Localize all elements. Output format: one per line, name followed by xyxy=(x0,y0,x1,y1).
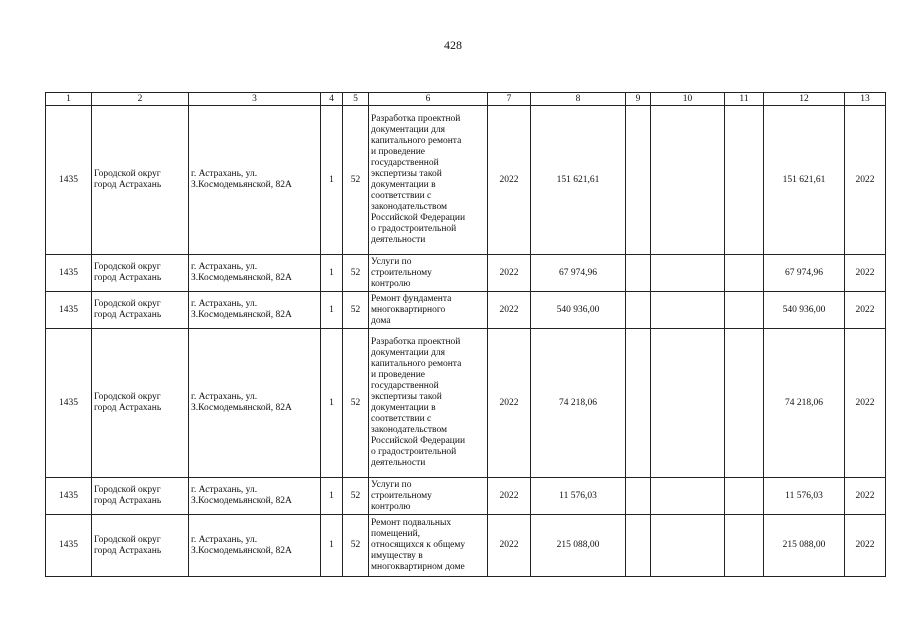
cell-work-type-line: законодательством xyxy=(371,425,448,435)
cell-work-type-line: и проведение xyxy=(371,370,425,380)
cell-col10 xyxy=(651,515,725,577)
cell-col13: 2022 xyxy=(845,106,886,255)
cell-address-line: г. Астрахань, ул. xyxy=(191,169,258,179)
cell-work-type-line: документации в xyxy=(371,180,436,190)
cell-col5: 52 xyxy=(343,292,369,329)
cell-cost: 74 218,06 xyxy=(531,329,626,478)
cell-col12: 215 088,00 xyxy=(764,515,845,577)
cell-col13: 2022 xyxy=(845,255,886,292)
cell-col9 xyxy=(626,515,651,577)
cell-work-type-line: капитального ремонта xyxy=(371,359,462,369)
cell-municipality xyxy=(92,478,189,515)
cell-cost: 11 576,03 xyxy=(531,478,626,515)
cell-cost: 67 974,96 xyxy=(531,255,626,292)
cell-work-type-line: строительному xyxy=(371,267,432,278)
cell-work-type xyxy=(369,515,488,577)
cell-work-type xyxy=(369,292,488,329)
cell-year: 2022 xyxy=(488,106,531,255)
cell-municipality-line: Городской округ xyxy=(94,485,161,495)
cell-work-type-line: экспертизы такой xyxy=(371,169,442,179)
cell-address xyxy=(189,515,321,577)
cell-work-type-line: государственной xyxy=(371,381,439,391)
cell-work-type-line: относящихся к общему xyxy=(371,540,466,550)
cell-municipality-line: город Астрахань xyxy=(94,496,162,506)
column-number-row xyxy=(46,93,886,106)
cell-work-type-line: Услуги по xyxy=(371,479,412,490)
cell-year: 2022 xyxy=(488,478,531,515)
cell-municipality-line: Городской округ xyxy=(94,262,161,272)
cell-col9 xyxy=(626,292,651,329)
table-row xyxy=(46,292,886,329)
cell-work-type-line: и проведение xyxy=(371,147,425,157)
cell-work-type-line: о градостроительной xyxy=(371,447,457,457)
cell-address-line: г. Астрахань, ул. xyxy=(191,299,258,309)
cell-municipality-line: Городской округ xyxy=(94,392,161,402)
column-number-2: 2 xyxy=(92,93,189,106)
column-number-7: 7 xyxy=(488,93,531,106)
cell-col12: 540 936,00 xyxy=(764,292,845,329)
cell-col10 xyxy=(651,292,725,329)
cell-address-line: З.Космодемьянской, 82А xyxy=(191,403,292,413)
cell-col10 xyxy=(651,106,725,255)
cell-municipality xyxy=(92,515,189,577)
cell-work-type xyxy=(369,478,488,515)
cell-address xyxy=(189,478,321,515)
table-row xyxy=(46,329,886,478)
cell-col4: 1 xyxy=(321,106,343,255)
cell-work-type-line: Российской Федерации xyxy=(371,436,466,446)
cell-col13: 2022 xyxy=(845,515,886,577)
cell-municipality xyxy=(92,106,189,255)
cell-address-line: З.Космодемьянской, 82А xyxy=(191,310,292,320)
cell-col12: 67 974,96 xyxy=(764,255,845,292)
cell-id: 1435 xyxy=(46,478,92,515)
table-row xyxy=(46,255,886,292)
cell-col13: 2022 xyxy=(845,478,886,515)
cell-work-type-line: законодательством xyxy=(371,202,448,212)
page-number: 428 xyxy=(444,38,462,52)
cell-col5: 52 xyxy=(343,329,369,478)
cell-col13: 2022 xyxy=(845,292,886,329)
cell-address-line: З.Космодемьянской, 82А xyxy=(191,496,292,506)
cell-col4: 1 xyxy=(321,478,343,515)
cell-work-type-line: Разработка проектной xyxy=(371,114,461,124)
cell-col9 xyxy=(626,478,651,515)
cell-address-line: г. Астрахань, ул. xyxy=(191,262,258,272)
cell-work-type-line: Услуги по xyxy=(371,256,412,267)
cell-col10 xyxy=(651,478,725,515)
cell-col12: 11 576,03 xyxy=(764,478,845,515)
cell-work-type-line: Разработка проектной xyxy=(371,337,461,347)
cell-work-type-line: о градостроительной xyxy=(371,224,457,234)
cell-year: 2022 xyxy=(488,292,531,329)
cell-address-line: г. Астрахань, ул. xyxy=(191,392,258,402)
column-number-5: 5 xyxy=(343,93,369,106)
cell-work-type-line: деятельности xyxy=(371,458,426,468)
table-body xyxy=(46,93,886,577)
cell-work-type-line: многоквартирного xyxy=(371,304,446,315)
column-number-6: 6 xyxy=(369,93,488,106)
cell-address xyxy=(189,255,321,292)
cell-work-type xyxy=(369,255,488,292)
cell-work-type-line: дома xyxy=(371,315,391,326)
cell-col12: 151 621,61 xyxy=(764,106,845,255)
cell-col4: 1 xyxy=(321,329,343,478)
cell-municipality-line: Городской округ xyxy=(94,534,161,545)
cell-year: 2022 xyxy=(488,255,531,292)
cell-work-type-line: многоквартирном доме xyxy=(371,562,465,572)
cell-work-type-line: Ремонт фундамента xyxy=(371,293,452,304)
cell-work-type-line: имуществу в xyxy=(371,551,423,561)
column-number-13: 13 xyxy=(845,93,886,106)
cell-cost: 215 088,00 xyxy=(531,515,626,577)
cell-col11 xyxy=(725,515,764,577)
cell-id: 1435 xyxy=(46,515,92,577)
cell-address-line: г. Астрахань, ул. xyxy=(191,485,258,495)
cell-work-type-line: соответствии с xyxy=(371,191,432,201)
cell-address xyxy=(189,292,321,329)
cell-col11 xyxy=(725,255,764,292)
cell-col12: 74 218,06 xyxy=(764,329,845,478)
cell-id: 1435 xyxy=(46,255,92,292)
cell-col5: 52 xyxy=(343,515,369,577)
cell-address xyxy=(189,106,321,255)
cell-col10 xyxy=(651,329,725,478)
cell-col9 xyxy=(626,329,651,478)
cell-col11 xyxy=(725,292,764,329)
cell-work-type-line: документации для xyxy=(371,125,446,135)
cell-id: 1435 xyxy=(46,292,92,329)
cell-cost: 151 621,61 xyxy=(531,106,626,255)
cell-work-type-line: строительному xyxy=(371,490,432,501)
cell-col11 xyxy=(725,478,764,515)
cell-work-type-line: Ремонт подвальных xyxy=(371,518,452,528)
works-table xyxy=(45,92,886,577)
cell-work-type-line: Российской Федерации xyxy=(371,213,466,223)
cell-year: 2022 xyxy=(488,515,531,577)
cell-col5: 52 xyxy=(343,106,369,255)
column-number-9: 9 xyxy=(626,93,651,106)
cell-work-type xyxy=(369,106,488,255)
cell-work-type-line: капитального ремонта xyxy=(371,136,462,146)
cell-col11 xyxy=(725,106,764,255)
cell-address-line: З.Космодемьянской, 82А xyxy=(191,273,292,283)
cell-col9 xyxy=(626,106,651,255)
cell-year: 2022 xyxy=(488,329,531,478)
cell-address-line: З.Космодемьянской, 82А xyxy=(191,180,292,190)
cell-work-type-line: документации для xyxy=(371,348,446,358)
column-number-8: 8 xyxy=(531,93,626,106)
cell-municipality-line: город Астрахань xyxy=(94,180,162,190)
cell-municipality-line: город Астрахань xyxy=(94,310,162,320)
cell-work-type-line: контролю xyxy=(371,278,411,289)
column-number-4: 4 xyxy=(321,93,343,106)
cell-municipality xyxy=(92,329,189,478)
cell-work-type-line: соответствии с xyxy=(371,414,432,424)
column-number-10: 10 xyxy=(651,93,725,106)
cell-work-type xyxy=(369,329,488,478)
cell-id: 1435 xyxy=(46,329,92,478)
column-number-3: 3 xyxy=(189,93,321,106)
cell-col13: 2022 xyxy=(845,329,886,478)
cell-municipality-line: город Астрахань xyxy=(94,403,162,413)
cell-col10 xyxy=(651,255,725,292)
column-number-11: 11 xyxy=(725,93,764,106)
cell-municipality xyxy=(92,292,189,329)
cell-col4: 1 xyxy=(321,292,343,329)
column-number-12: 12 xyxy=(764,93,845,106)
cell-id: 1435 xyxy=(46,106,92,255)
cell-col9 xyxy=(626,255,651,292)
cell-municipality-line: Городской округ xyxy=(94,299,161,309)
column-number-1: 1 xyxy=(46,93,92,106)
cell-address xyxy=(189,329,321,478)
cell-cost: 540 936,00 xyxy=(531,292,626,329)
cell-address-line: г. Астрахань, ул. xyxy=(191,534,258,545)
cell-col5: 52 xyxy=(343,255,369,292)
table-row xyxy=(46,106,886,255)
cell-work-type-line: документации в xyxy=(371,403,436,413)
table-row xyxy=(46,515,886,577)
cell-col4: 1 xyxy=(321,515,343,577)
cell-municipality-line: город Астрахань xyxy=(94,273,162,283)
cell-municipality xyxy=(92,255,189,292)
cell-work-type-line: государственной xyxy=(371,158,439,168)
cell-col11 xyxy=(725,329,764,478)
cell-work-type-line: деятельности xyxy=(371,235,426,245)
cell-work-type-line: контролю xyxy=(371,501,411,512)
table-row xyxy=(46,478,886,515)
cell-work-type-line: экспертизы такой xyxy=(371,392,442,402)
cell-col4: 1 xyxy=(321,255,343,292)
cell-col5: 52 xyxy=(343,478,369,515)
cell-address-line: З.Космодемьянской, 82А xyxy=(191,545,292,556)
cell-municipality-line: город Астрахань xyxy=(94,545,162,556)
cell-municipality-line: Городской округ xyxy=(94,169,161,179)
cell-work-type-line: помещений, xyxy=(371,529,421,539)
